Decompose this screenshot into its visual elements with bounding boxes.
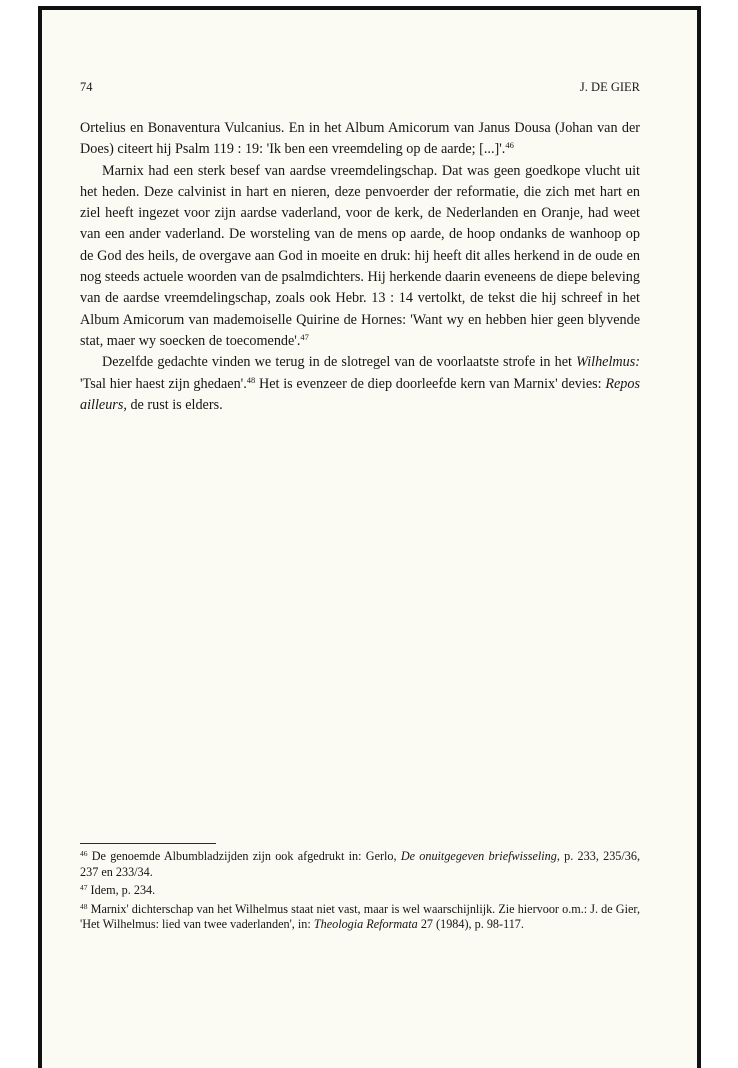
paragraph-3-text-a: Dezelfde gedachte vinden we terug in de slotregel van de voorlaatste strofe in het (102, 354, 577, 371)
footnote-italic: Theologia Reformata (313, 917, 418, 932)
footnote-text: Marnix' dichterschap van het Wilhelmus staat niet vast, maar is wel waarschijnlijk. Zie hiervoor o.m.: J. de Gier, 'Het Wilhelmus: lied van twee vaderlanden', in: (80, 901, 640, 932)
footnote-text: 27 (1984), p. 98-117. (417, 917, 524, 932)
paragraph-3 (80, 352, 640, 416)
paragraph-2-text: Marnix had een sterk besef van aardse vreemdelingschap. Dat was geen goedkope vlucht uit het heden. Deze calvinist in hart en nieren, deze penvoerder der reformatie, die zich met hart en ziel heeft ingezet voor zijn aardse vaderland, voor de kerk, de Nederlanden en Oranje, had weet van een ander vaderland. De worsteling van de mens op aarde, de hoop ondanks de wanhoop op de God des heils, de overgave aan God in moeite en druk: hij heeft dit alles herkend in de oude en nog steeds actuele woorden van de psalmdichters. Hij herkende daarin eveneens de diepe beleving van de aardse vreemdelingschap, zoals ook Hebr. 13 : 14 vertolkt, de tekst die hij schreef in het Album Amicorum van mademoiselle Quirine de Hornes: 'Want wy en hebben hier geen blyvende stat, maer wy soecken de toecomende'. (80, 162, 640, 349)
body-text (80, 118, 640, 416)
footnote-text: Idem, p. 234. (87, 883, 156, 898)
footnote-ref-48: 48 (246, 374, 256, 385)
footnote-number: 46 (80, 849, 88, 858)
page-header (80, 80, 640, 98)
paragraph-1-text: Ortelius en Bonaventura Vulcanius. En in het Album Amicorum van Janus Dousa (Johan van der Does) citeert hij Psalm 119 : 19: 'Ik ben een vreemdeling op de aarde; [...]'. (80, 120, 640, 158)
paragraph-1 (80, 118, 640, 161)
paragraph-3-text-c: Het is evenzeer de diep doorleefde kern van Marnix' devies: (255, 375, 606, 392)
paragraph-2 (80, 161, 640, 353)
footnote-48 (80, 902, 640, 933)
footnote-rule (80, 843, 216, 844)
footnote-number: 48 (80, 901, 88, 911)
wilhelmus-title: Wilhelmus: (576, 354, 640, 371)
footnote-italic: De onuitgegeven briefwisseling, (400, 849, 560, 863)
motto-italic: Repos ailleurs, (80, 375, 640, 413)
footnote-47 (80, 883, 640, 899)
running-head: J. DE GIER (579, 80, 640, 94)
page-number: 74 (80, 80, 93, 94)
footnote-46 (80, 849, 640, 880)
footnote-number: 47 (80, 883, 88, 893)
paragraph-3-text-d: de rust is elders. (126, 396, 223, 413)
footnote-ref-46: 46 (505, 140, 514, 151)
scan-border-right (697, 6, 701, 1068)
footnotes (80, 849, 640, 936)
footnote-text: p. 233, 235/36, 237 en 233/34. (80, 849, 641, 879)
paragraph-3-text-b: 'Tsal hier haest zijn ghedaen'. (80, 375, 247, 392)
footnote-text: De genoemde Albumbladzijden zijn ook afgedrukt in: Gerlo, (87, 849, 401, 863)
footnote-ref-47: 47 (300, 331, 309, 342)
